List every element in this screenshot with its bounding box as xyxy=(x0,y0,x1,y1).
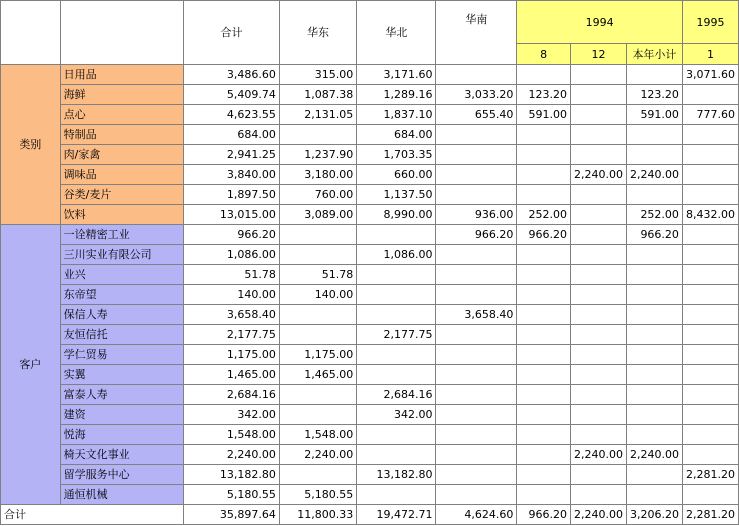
value-cell[interactable]: 3,658.40 xyxy=(184,305,280,325)
value-cell[interactable] xyxy=(517,245,571,265)
value-cell[interactable] xyxy=(517,465,571,485)
value-cell[interactable]: 3,033.20 xyxy=(436,85,517,105)
value-cell[interactable] xyxy=(682,425,738,445)
value-cell[interactable] xyxy=(570,205,626,225)
value-cell[interactable] xyxy=(517,65,571,85)
value-cell[interactable]: 936.00 xyxy=(436,205,517,225)
row-label[interactable]: 建资 xyxy=(60,405,184,425)
table-row xyxy=(1,125,739,145)
value-cell[interactable] xyxy=(682,165,738,185)
value-cell[interactable]: 13,015.00 xyxy=(184,205,280,225)
value-cell[interactable] xyxy=(279,305,356,325)
value-cell[interactable] xyxy=(357,305,436,325)
value-cell[interactable]: 3,840.00 xyxy=(184,165,280,185)
value-cell[interactable]: 3,180.00 xyxy=(279,165,356,185)
value-cell[interactable] xyxy=(682,245,738,265)
value-cell[interactable] xyxy=(626,245,682,265)
value-cell[interactable]: 342.00 xyxy=(357,405,436,425)
value-cell[interactable] xyxy=(570,285,626,305)
table-row xyxy=(1,245,739,265)
value-cell[interactable] xyxy=(357,445,436,465)
value-cell[interactable] xyxy=(436,245,517,265)
row-label[interactable]: 留学服务中心 xyxy=(60,465,184,485)
value-cell[interactable]: 123.20 xyxy=(626,85,682,105)
value-cell[interactable] xyxy=(682,325,738,345)
table-row xyxy=(1,145,739,165)
value-cell[interactable] xyxy=(570,185,626,205)
value-cell[interactable] xyxy=(436,145,517,165)
value-cell[interactable]: 2,177.75 xyxy=(184,325,280,345)
table-row xyxy=(1,105,739,125)
row-label[interactable]: 业兴 xyxy=(60,265,184,285)
table-row xyxy=(1,85,739,105)
col-header-south[interactable]: 华南 xyxy=(436,1,517,65)
value-cell[interactable] xyxy=(436,125,517,145)
value-cell[interactable]: 1,703.35 xyxy=(357,145,436,165)
value-cell[interactable] xyxy=(570,405,626,425)
value-cell[interactable] xyxy=(517,305,571,325)
table-row xyxy=(1,465,739,485)
table-row xyxy=(1,65,739,85)
value-cell[interactable] xyxy=(626,365,682,385)
value-cell[interactable] xyxy=(682,405,738,425)
value-cell[interactable] xyxy=(570,65,626,85)
row-label[interactable]: 友恒信托 xyxy=(60,325,184,345)
value-cell[interactable]: 3,171.60 xyxy=(357,65,436,85)
row-label[interactable]: 谷类/麦片 xyxy=(60,185,184,205)
value-cell[interactable] xyxy=(279,405,356,425)
value-cell[interactable] xyxy=(626,145,682,165)
row-label[interactable]: 三川实业有限公司 xyxy=(60,245,184,265)
value-cell[interactable] xyxy=(517,345,571,365)
value-cell[interactable] xyxy=(517,145,571,165)
value-cell[interactable] xyxy=(682,445,738,465)
col-header-total[interactable]: 合计 xyxy=(184,1,280,65)
month-header-8[interactable]: 8 xyxy=(517,44,571,65)
total-label-spacer xyxy=(60,505,184,525)
value-cell[interactable]: 684.00 xyxy=(184,125,280,145)
value-cell[interactable] xyxy=(357,345,436,365)
value-cell[interactable] xyxy=(626,345,682,365)
value-cell[interactable] xyxy=(517,485,571,505)
total-row xyxy=(1,505,739,525)
value-cell[interactable]: 140.00 xyxy=(279,285,356,305)
value-cell[interactable] xyxy=(626,465,682,485)
value-cell[interactable] xyxy=(436,65,517,85)
subtotal-header[interactable]: 本年小计 xyxy=(626,44,682,65)
value-cell[interactable] xyxy=(436,345,517,365)
value-cell[interactable]: 1,465.00 xyxy=(184,365,280,385)
total-value-cell[interactable]: 2,281.20 xyxy=(682,505,738,525)
year-header-1995[interactable]: 1995 xyxy=(682,1,738,44)
value-cell[interactable]: 13,182.80 xyxy=(184,465,280,485)
value-cell[interactable] xyxy=(626,405,682,425)
value-cell[interactable]: 1,175.00 xyxy=(279,345,356,365)
table-row xyxy=(1,445,739,465)
value-cell[interactable] xyxy=(279,325,356,345)
value-cell[interactable] xyxy=(517,385,571,405)
value-cell[interactable] xyxy=(279,385,356,405)
value-cell[interactable] xyxy=(436,425,517,445)
row-label[interactable]: 保信人寿 xyxy=(60,305,184,325)
value-cell[interactable] xyxy=(436,165,517,185)
value-cell[interactable]: 342.00 xyxy=(184,405,280,425)
value-cell[interactable]: 966.20 xyxy=(184,225,280,245)
value-cell[interactable]: 1,548.00 xyxy=(279,425,356,445)
value-cell[interactable]: 966.20 xyxy=(626,225,682,245)
value-cell[interactable] xyxy=(517,325,571,345)
value-cell[interactable] xyxy=(570,265,626,285)
value-cell[interactable]: 1,175.00 xyxy=(184,345,280,365)
value-cell[interactable] xyxy=(517,165,571,185)
row-label[interactable]: 调味品 xyxy=(60,165,184,185)
row-label[interactable]: 椅天文化事业 xyxy=(60,445,184,465)
value-cell[interactable] xyxy=(436,405,517,425)
value-cell[interactable] xyxy=(682,305,738,325)
value-cell[interactable] xyxy=(682,225,738,245)
total-value-cell[interactable]: 3,206.20 xyxy=(626,505,682,525)
row-label[interactable]: 东帝望 xyxy=(60,285,184,305)
value-cell[interactable] xyxy=(436,445,517,465)
pivot-body xyxy=(1,1,739,525)
value-cell[interactable] xyxy=(570,245,626,265)
value-cell[interactable]: 2,131.05 xyxy=(279,105,356,125)
value-cell[interactable] xyxy=(626,325,682,345)
value-cell[interactable] xyxy=(517,445,571,465)
value-cell[interactable] xyxy=(517,365,571,385)
year-header-1994[interactable]: 1994 xyxy=(517,1,683,44)
value-cell[interactable]: 3,071.60 xyxy=(682,65,738,85)
corner-cell-2 xyxy=(60,1,184,65)
row-label[interactable]: 一诠精密工业 xyxy=(60,225,184,245)
row-label[interactable]: 学仁贸易 xyxy=(60,345,184,365)
value-cell[interactable] xyxy=(682,485,738,505)
value-cell[interactable] xyxy=(517,405,571,425)
value-cell[interactable] xyxy=(626,305,682,325)
value-cell[interactable] xyxy=(357,285,436,305)
value-cell[interactable] xyxy=(570,305,626,325)
value-cell[interactable] xyxy=(682,385,738,405)
value-cell[interactable] xyxy=(436,385,517,405)
value-cell[interactable] xyxy=(517,425,571,445)
value-cell[interactable] xyxy=(279,225,356,245)
value-cell[interactable]: 655.40 xyxy=(436,105,517,125)
value-cell[interactable] xyxy=(436,265,517,285)
value-cell[interactable]: 1,465.00 xyxy=(279,365,356,385)
value-cell[interactable]: 8,432.00 xyxy=(682,205,738,225)
table-row xyxy=(1,265,739,285)
value-cell[interactable] xyxy=(570,85,626,105)
value-cell[interactable] xyxy=(570,145,626,165)
value-cell[interactable] xyxy=(570,365,626,385)
value-cell[interactable]: 660.00 xyxy=(357,165,436,185)
value-cell[interactable]: 5,180.55 xyxy=(184,485,280,505)
value-cell[interactable] xyxy=(626,485,682,505)
value-cell[interactable] xyxy=(570,485,626,505)
value-cell[interactable]: 3,658.40 xyxy=(436,305,517,325)
group-label-category[interactable]: 类别 xyxy=(1,65,61,225)
table-row xyxy=(1,425,739,445)
total-value-cell[interactable]: 35,897.64 xyxy=(184,505,280,525)
value-cell[interactable]: 591.00 xyxy=(517,105,571,125)
total-value-cell[interactable]: 2,240.00 xyxy=(570,505,626,525)
row-label[interactable]: 肉/家禽 xyxy=(60,145,184,165)
value-cell[interactable]: 1,087.38 xyxy=(279,85,356,105)
value-cell[interactable]: 2,240.00 xyxy=(570,165,626,185)
value-cell[interactable]: 2,684.16 xyxy=(184,385,280,405)
value-cell[interactable] xyxy=(682,125,738,145)
month-header-12[interactable]: 12 xyxy=(570,44,626,65)
value-cell[interactable]: 2,240.00 xyxy=(570,445,626,465)
total-value-cell[interactable]: 4,624.60 xyxy=(436,505,517,525)
value-cell[interactable]: 4,623.55 xyxy=(184,105,280,125)
value-cell[interactable] xyxy=(279,125,356,145)
value-cell[interactable] xyxy=(682,185,738,205)
value-cell[interactable] xyxy=(357,485,436,505)
header-row-top xyxy=(1,1,739,44)
row-label[interactable]: 饮料 xyxy=(60,205,184,225)
value-cell[interactable]: 2,684.16 xyxy=(357,385,436,405)
value-cell[interactable]: 8,990.00 xyxy=(357,205,436,225)
value-cell[interactable]: 1,237.90 xyxy=(279,145,356,165)
value-cell[interactable]: 966.20 xyxy=(436,225,517,245)
value-cell[interactable]: 2,941.25 xyxy=(184,145,280,165)
value-cell[interactable]: 2,240.00 xyxy=(626,165,682,185)
value-cell[interactable] xyxy=(570,325,626,345)
value-cell[interactable] xyxy=(517,265,571,285)
value-cell[interactable] xyxy=(357,265,436,285)
group-label-customer[interactable]: 客户 xyxy=(1,225,61,505)
value-cell[interactable] xyxy=(436,365,517,385)
value-cell[interactable]: 252.00 xyxy=(517,205,571,225)
table-row xyxy=(1,385,739,405)
value-cell[interactable] xyxy=(357,425,436,445)
table-row xyxy=(1,345,739,365)
value-cell[interactable]: 2,177.75 xyxy=(357,325,436,345)
value-cell[interactable] xyxy=(436,325,517,345)
value-cell[interactable] xyxy=(626,425,682,445)
value-cell[interactable]: 684.00 xyxy=(357,125,436,145)
col-header-north[interactable]: 华北 xyxy=(357,1,436,65)
table-row xyxy=(1,485,739,505)
value-cell[interactable]: 51.78 xyxy=(184,265,280,285)
row-label[interactable]: 富泰人寿 xyxy=(60,385,184,405)
value-cell[interactable]: 1,086.00 xyxy=(184,245,280,265)
value-cell[interactable] xyxy=(626,185,682,205)
row-label[interactable]: 通恒机械 xyxy=(60,485,184,505)
value-cell[interactable]: 1,897.50 xyxy=(184,185,280,205)
value-cell[interactable] xyxy=(570,225,626,245)
table-row xyxy=(1,365,739,385)
value-cell[interactable]: 1,137.50 xyxy=(357,185,436,205)
value-cell[interactable] xyxy=(626,65,682,85)
value-cell[interactable]: 1,837.10 xyxy=(357,105,436,125)
total-value-cell[interactable]: 19,472.71 xyxy=(357,505,436,525)
row-label[interactable]: 实翼 xyxy=(60,365,184,385)
value-cell[interactable]: 2,240.00 xyxy=(184,445,280,465)
row-label[interactable]: 海鲜 xyxy=(60,85,184,105)
value-cell[interactable] xyxy=(357,225,436,245)
value-cell[interactable] xyxy=(682,145,738,165)
value-cell[interactable]: 760.00 xyxy=(279,185,356,205)
value-cell[interactable]: 2,240.00 xyxy=(626,445,682,465)
value-cell[interactable] xyxy=(436,285,517,305)
total-label: 合计 xyxy=(1,505,61,525)
value-cell[interactable] xyxy=(436,485,517,505)
value-cell[interactable] xyxy=(279,245,356,265)
value-cell[interactable]: 1,289.16 xyxy=(357,85,436,105)
value-cell[interactable] xyxy=(626,385,682,405)
value-cell[interactable] xyxy=(570,465,626,485)
value-cell[interactable] xyxy=(682,365,738,385)
value-cell[interactable]: 3,486.60 xyxy=(184,65,280,85)
row-label[interactable]: 悦海 xyxy=(60,425,184,445)
value-cell[interactable] xyxy=(626,265,682,285)
total-value-cell[interactable]: 11,800.33 xyxy=(279,505,356,525)
value-cell[interactable]: 777.60 xyxy=(682,105,738,125)
value-cell[interactable] xyxy=(517,125,571,145)
value-cell[interactable] xyxy=(517,185,571,205)
value-cell[interactable]: 3,089.00 xyxy=(279,205,356,225)
value-cell[interactable]: 13,182.80 xyxy=(357,465,436,485)
table-row xyxy=(1,285,739,305)
value-cell[interactable] xyxy=(436,465,517,485)
table-row xyxy=(1,325,739,345)
value-cell[interactable] xyxy=(357,365,436,385)
value-cell[interactable] xyxy=(279,465,356,485)
value-cell[interactable]: 315.00 xyxy=(279,65,356,85)
value-cell[interactable] xyxy=(570,125,626,145)
table-row xyxy=(1,165,739,185)
value-cell[interactable]: 5,409.74 xyxy=(184,85,280,105)
value-cell[interactable] xyxy=(436,185,517,205)
value-cell[interactable]: 1,086.00 xyxy=(357,245,436,265)
row-label[interactable]: 日用品 xyxy=(60,65,184,85)
value-cell[interactable] xyxy=(682,285,738,305)
value-cell[interactable] xyxy=(517,285,571,305)
table-row xyxy=(1,185,739,205)
value-cell[interactable]: 140.00 xyxy=(184,285,280,305)
value-cell[interactable] xyxy=(626,125,682,145)
value-cell[interactable]: 966.20 xyxy=(517,225,571,245)
table-row xyxy=(1,205,739,225)
month-header-1[interactable]: 1 xyxy=(682,44,738,65)
table-row xyxy=(1,305,739,325)
table-row xyxy=(1,405,739,425)
total-value-cell[interactable]: 966.20 xyxy=(517,505,571,525)
value-cell[interactable] xyxy=(626,285,682,305)
row-label[interactable]: 特制品 xyxy=(60,125,184,145)
value-cell[interactable]: 2,240.00 xyxy=(279,445,356,465)
table-row xyxy=(1,225,739,245)
value-cell[interactable] xyxy=(570,105,626,125)
col-header-east[interactable]: 华东 xyxy=(279,1,356,65)
value-cell[interactable]: 123.20 xyxy=(517,85,571,105)
value-cell[interactable]: 591.00 xyxy=(626,105,682,125)
value-cell[interactable] xyxy=(682,85,738,105)
value-cell[interactable]: 252.00 xyxy=(626,205,682,225)
value-cell[interactable]: 5,180.55 xyxy=(279,485,356,505)
row-label[interactable]: 点心 xyxy=(60,105,184,125)
value-cell[interactable]: 2,281.20 xyxy=(682,465,738,485)
corner-cell xyxy=(1,1,61,65)
value-cell[interactable] xyxy=(570,425,626,445)
value-cell[interactable]: 1,548.00 xyxy=(184,425,280,445)
value-cell[interactable]: 51.78 xyxy=(279,265,356,285)
value-cell[interactable] xyxy=(570,345,626,365)
value-cell[interactable] xyxy=(682,345,738,365)
value-cell[interactable] xyxy=(570,385,626,405)
value-cell[interactable] xyxy=(682,265,738,285)
